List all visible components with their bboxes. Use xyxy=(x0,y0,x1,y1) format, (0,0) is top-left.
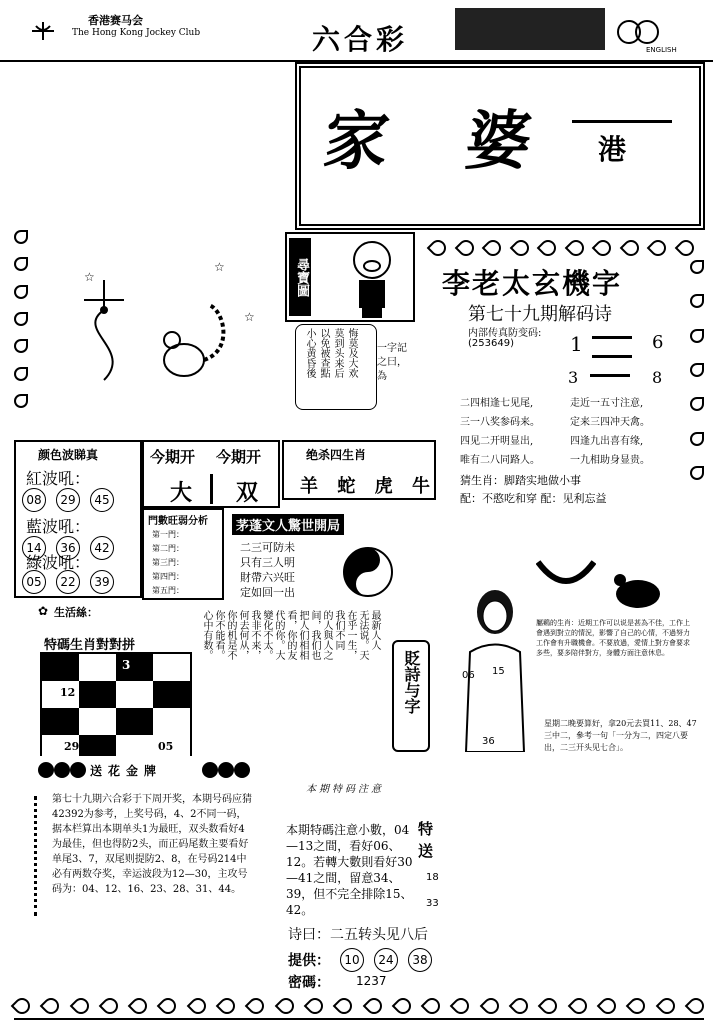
digit-glyph-icon xyxy=(590,374,630,385)
zodiac-grid xyxy=(40,652,192,766)
jockey-club-logo xyxy=(30,20,56,42)
scroll-line: 小心黄昏後 xyxy=(304,328,315,378)
red-wave-label: 紅波吼： xyxy=(26,469,91,488)
digit: 1 xyxy=(570,332,583,356)
pair-line: 配：不憨吃和穿 配：见利忘益 xyxy=(460,492,607,505)
grid-number: 3 xyxy=(122,658,131,672)
poem-scroll xyxy=(285,322,415,412)
bagua-title: 茅蓬文人驚世開局 xyxy=(232,514,344,535)
door-row: 第五門： xyxy=(152,586,184,595)
essay-line: 我们不同 xyxy=(333,610,344,650)
essay-line: 看，你的友 xyxy=(285,610,296,660)
club-name-cn: 香港赛马会 xyxy=(88,14,143,27)
grid-number: 12 xyxy=(60,686,76,699)
mystic-title: 李老太玄機字 xyxy=(442,267,623,300)
digit: 8 xyxy=(652,368,663,387)
secret-label: 内部传真防变码: xyxy=(468,328,542,339)
poem-line: 四逢九出喜有缘, xyxy=(570,436,644,447)
poem-label: 貶詩与字 xyxy=(402,650,421,714)
vertical-essay xyxy=(196,606,392,754)
bagua-line: 二三可防未 xyxy=(240,541,295,554)
poem-line: 四见二开明显出, xyxy=(460,436,534,447)
number-ball: 29 xyxy=(56,488,80,512)
poem-line: 唯有二八同路人。 xyxy=(460,455,540,466)
special-text: 本期特碼注意小數，04—13之間，看好06、12。若轉大數則看好30—41之間，留意34、39，但不完全排除15、42。 xyxy=(286,823,413,917)
scroll-line: 以免被查點 xyxy=(318,328,329,378)
lemur-icon xyxy=(154,300,234,404)
essay-line: 你不能看。 xyxy=(213,610,224,660)
door-row: 第一門： xyxy=(152,530,184,539)
special-side-title: 特送 xyxy=(418,820,434,860)
number-ball: 45 xyxy=(90,488,114,512)
lottery-title: 送花金牌 xyxy=(90,764,163,778)
number-ball: 14 xyxy=(22,536,46,560)
poem-label-scroll xyxy=(392,640,430,752)
period-label: 今期开 xyxy=(216,448,262,466)
green-wave-label: 綠波吼： xyxy=(26,553,91,572)
pendulum-icon xyxy=(64,270,144,394)
secret-code-value: 1237 xyxy=(356,974,387,988)
number-ball: 08 xyxy=(22,488,46,512)
digit: 3 xyxy=(568,368,579,387)
zodiac-animal: 蛇 xyxy=(337,476,356,497)
door-title: 門數旺弱分析 xyxy=(148,516,208,527)
four-zodiac-title: 绝杀四生肖 xyxy=(306,448,367,462)
guess-zodiac: 猜生肖：脚踏实地做小事 xyxy=(460,474,581,487)
door-row: 第四門： xyxy=(152,572,184,581)
poem-line: 定来三四冲天禽。 xyxy=(570,417,650,428)
bottom-ornament xyxy=(14,998,704,1018)
bagua-box xyxy=(226,510,412,606)
header xyxy=(0,0,713,62)
banner-title: 家 婆 xyxy=(318,104,564,179)
scroll-caption: 一字記之曰，為 xyxy=(377,343,407,382)
star-icon: ☆ xyxy=(214,260,225,274)
period-value: 大 xyxy=(170,480,193,506)
mystic-box xyxy=(420,240,704,510)
scroll-line: 悔莫及大欢 xyxy=(346,328,357,378)
zodiac-animal: 牛 xyxy=(411,476,430,497)
essay-line: 无法说。天 xyxy=(357,610,368,660)
coin-icon xyxy=(36,760,86,784)
door-analysis-box xyxy=(142,508,224,600)
poem-line: 走近一五寸注意, xyxy=(570,398,644,409)
provide-label: 提供： xyxy=(288,953,330,969)
digit-glyph-icon xyxy=(592,336,632,358)
secret-code-label: 密碼： xyxy=(288,975,330,991)
essay-line: 间，我们也 xyxy=(309,610,320,660)
special-number: 33 xyxy=(426,898,439,909)
essay-line: 變化不太。 xyxy=(261,610,272,660)
banner-divider xyxy=(572,120,672,123)
essay-line: 把人们相相 xyxy=(297,610,308,660)
door-row: 第三門： xyxy=(152,558,184,567)
special-number: 18 xyxy=(426,872,439,883)
zodiac-animal: 羊 xyxy=(300,476,318,497)
grid-number: 29 xyxy=(64,740,80,753)
poem-line: 二四相逢七见尾, xyxy=(460,398,534,409)
essay-line: 代的你。大 xyxy=(273,610,284,660)
poem-line: 三一八奖参码来。 xyxy=(460,417,540,428)
star-icon: ☆ xyxy=(84,270,95,284)
number-ball: 38 xyxy=(408,948,432,972)
essay-line: 心中有数。 xyxy=(201,610,212,660)
essay-line: 的人與人之 xyxy=(321,610,332,660)
vine-border xyxy=(34,796,49,916)
number-ball: 36 xyxy=(56,536,80,560)
number-ball: 22 xyxy=(56,570,80,594)
bagua-line: 財帶六兴旺 xyxy=(240,571,295,584)
life-section xyxy=(34,600,194,770)
lady-number: 15 xyxy=(492,666,505,677)
treasure-map-label: 尋寶圖 xyxy=(289,238,311,316)
color-wave-box xyxy=(14,440,142,598)
special-box xyxy=(282,780,442,920)
coin-icon xyxy=(200,760,250,784)
four-zodiac-box xyxy=(282,440,436,500)
decorative-panel xyxy=(14,230,282,408)
footer-poem: 诗曰：二五转头见八后 xyxy=(288,927,428,943)
color-wave-title: 颜色波睇真 xyxy=(38,448,99,462)
flower-icon: ✿ xyxy=(38,604,49,618)
rooster-icon xyxy=(608,568,668,616)
door-row: 第二門： xyxy=(152,544,184,553)
essay-line: 最新人人 xyxy=(369,610,380,650)
period-value: 双 xyxy=(236,480,259,506)
number-ball: 10 xyxy=(340,948,364,972)
lady-note: 星期二晚要算好，拿20元去買11、28、47三中二，參考一句「一分为二，四定八要出，二三开头见七合」。 xyxy=(544,719,697,752)
banner-region-char: 港 xyxy=(598,133,627,166)
header-horse-strip xyxy=(455,8,605,50)
lady-section xyxy=(440,560,704,756)
grid-title: 特碼生肖對對拼 xyxy=(44,638,136,653)
bottom-border xyxy=(14,1018,704,1020)
essay-line: 何去何从， xyxy=(237,610,248,660)
pig-icon xyxy=(337,236,407,324)
blue-wave-label: 藍波吼： xyxy=(26,517,91,536)
secret-code: (253649) xyxy=(468,338,514,349)
lottery-text: 第七十九期六合彩于下周开奖，本期号码应猜42392为参考，上奖号码，4、2不同一码，据本栏算出本期单头1为最旺，双头数看好4为最佳，但也得防2头，而正码尾数主要看好单尾3、7，双尾则提防2、8，在号码214中必有两数夺奖，幸运波段为12—30，主攻号码为：04、12、16、23、28、31、44。 xyxy=(52,794,252,895)
bagua-line: 定如回一出 xyxy=(240,586,295,599)
essay-line: 在乎一生， xyxy=(345,610,356,660)
issue-title: 第七十九期解码诗 xyxy=(468,304,612,325)
period-label: 今期开 xyxy=(150,448,196,466)
club-name-en: The Hong Kong Jockey Club xyxy=(72,28,201,38)
poem-line: 一九相助身显贵。 xyxy=(570,455,650,466)
special-title: 本期特码注意 xyxy=(306,784,384,795)
number-ball: 42 xyxy=(90,536,114,560)
page-title: 六合彩 xyxy=(312,23,409,56)
period-divider xyxy=(210,474,213,504)
lottery-box xyxy=(30,756,256,924)
treasure-map-box xyxy=(285,232,415,322)
yin-yang-icon xyxy=(338,542,398,606)
lady-intro: 屬鷄的生肖：近期工作可以说是甚為不佳，工作上會遇到對立的情況，影響了自己的心情，不過努力工作會有升職機會。不要放過，愛情上對方會要求多些，要多陪伴對方，身體方面注意休息。 xyxy=(536,619,690,657)
star-icon: ☆ xyxy=(244,310,255,324)
essay-line: 你的机是不 xyxy=(225,610,236,660)
number-ball: 39 xyxy=(90,570,114,594)
digit: 6 xyxy=(652,332,664,353)
scroll-line: 莫到头来后 xyxy=(332,328,343,378)
this-period-box xyxy=(142,440,280,508)
life-title: 生活絲： xyxy=(54,606,98,619)
lady-number: 06 xyxy=(462,670,475,681)
zodiac-animal: 虎 xyxy=(374,476,393,497)
essay-line: 我非不来， xyxy=(249,610,260,660)
lady-number: 36 xyxy=(482,736,495,747)
bagua-line: 只有三人明 xyxy=(240,556,295,569)
english-link[interactable]: ENGLISH xyxy=(646,46,677,54)
number-ball: 05 xyxy=(22,570,46,594)
arch-icon xyxy=(536,560,596,594)
number-ball: 24 xyxy=(374,948,398,972)
grid-number: 05 xyxy=(158,740,174,753)
